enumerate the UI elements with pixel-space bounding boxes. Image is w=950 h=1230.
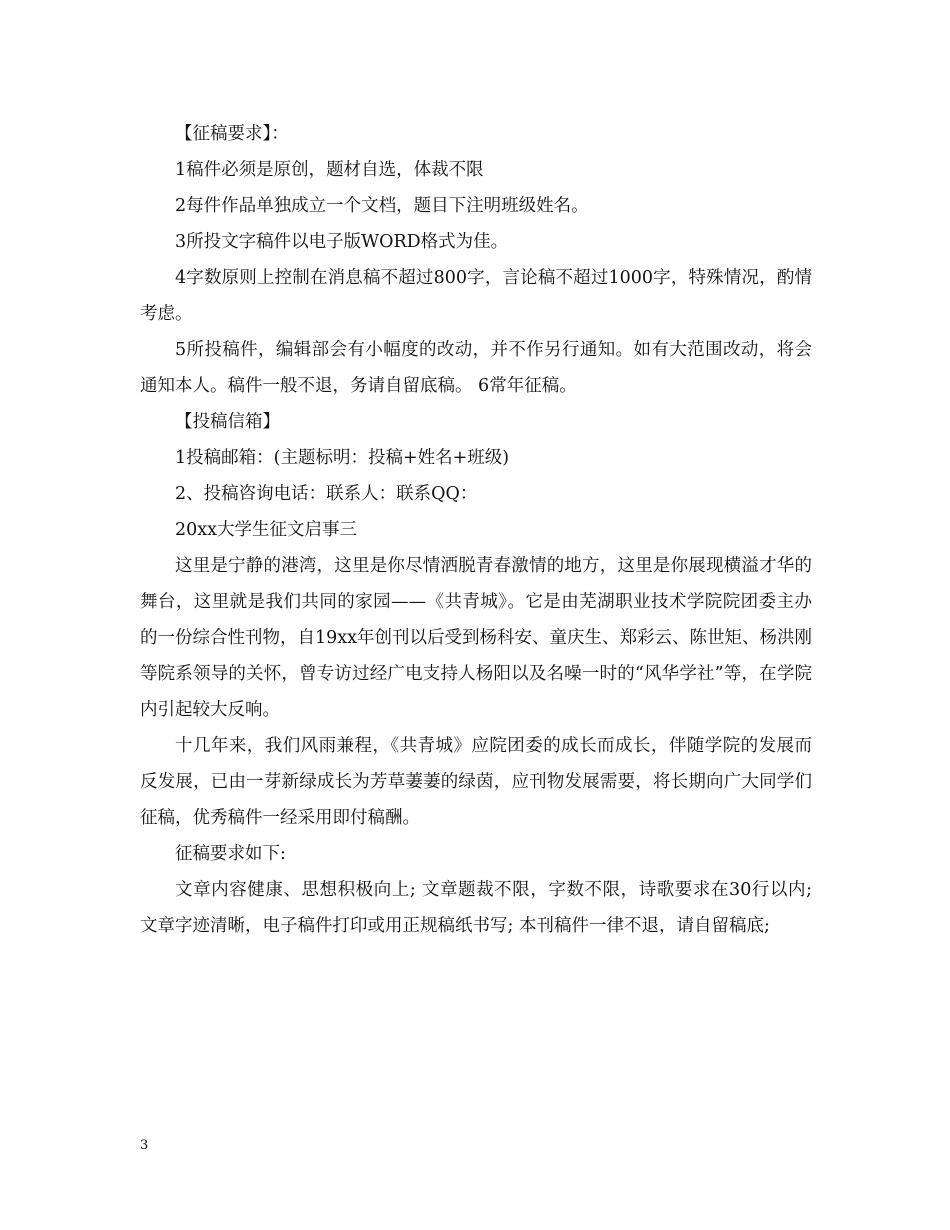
mailbox-item-2: 2、投稿咨询电话：联系人：联系QQ：	[175, 484, 478, 504]
section-heading-requirements: 【征稿要求】：	[175, 124, 289, 144]
requirement-item-5: 5所投稿件，编辑部会有小幅度的改动，并不作另行通知。如有大范围改动，将会通知本人。稿件一般不退，务请自留底稿。 6常年征稿。	[140, 340, 812, 396]
requirement-item-3: 3所投文字稿件以电子版WORD格式为佳。	[175, 232, 509, 252]
document-body	[140, 116, 812, 944]
body-paragraph: 十几年来，我们风雨兼程，《共青城》应院团委的成长而成长，伴随学院的发展而反发展，已由一芽新绿成长为芳草萋萋的绿茵，应刊物发展需要，将长期向广大同学们征稿，优秀稿件一经采用即付稿酬。	[140, 736, 812, 828]
requirement-item-1: 1稿件必须是原创，题材自选，体裁不限	[175, 160, 484, 180]
requirement-item-4: 4字数原则上控制在消息稿不超过800字，言论稿不超过1000字，特殊情况，酌情考虑。	[140, 268, 812, 324]
body-paragraph: 这里是宁静的港湾，这里是你尽情洒脱青春激情的地方，这里是你展现横溢才华的舞台，这里就是我们共同的家园——《共青城》。它是由芜湖职业技术学院院团委主办的一份综合性刊物，自19xx年创刊以后受到杨科安、童庆生、郑彩云、陈世矩、杨洪刚等院系领导的关怀，曾专访过经广电支持人杨阳以及名噪一时的“风华学社”等，在学院内引起较大反响。	[140, 556, 813, 720]
article-title: 20xx大学生征文启事三	[175, 520, 358, 540]
body-paragraph: 文章内容健康、思想积极向上; 文章题裁不限，字数不限，诗歌要求在30行以内; 文章字迹清晰，电子稿件打印或用正规稿纸书写; 本刊稿件一律不退，请自留稿底;	[140, 880, 812, 936]
page-number: 3	[140, 1138, 149, 1153]
requirement-item-2: 2每件作品单独成立一个文档，题目下注明班级姓名。	[175, 196, 589, 216]
body-paragraph: 征稿要求如下:	[175, 844, 286, 864]
mailbox-item-1: 1投稿邮箱：(主题标明：投稿+姓名+班级)	[175, 448, 510, 468]
section-heading-mailbox: 【投稿信箱】	[175, 412, 280, 432]
